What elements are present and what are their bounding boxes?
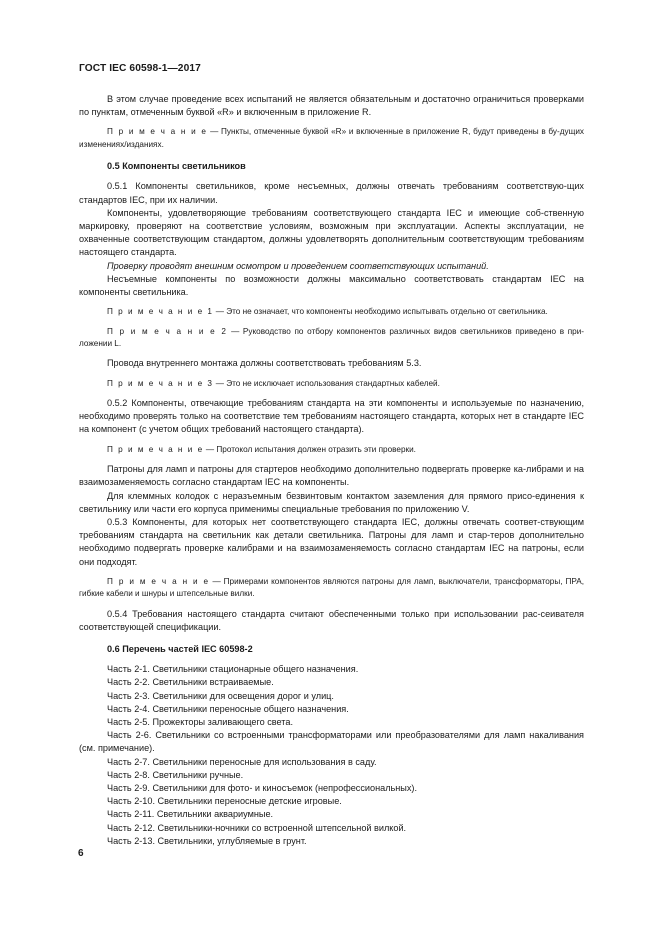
- note-3: [79, 378, 584, 390]
- list-item: Часть 2-7. Светильники переносные для использования в саду.: [107, 756, 377, 767]
- running-header: ГОСТ IEC 60598-1—2017: [79, 63, 201, 74]
- note-r: [79, 126, 584, 151]
- note-label: П р и м е ч а н и е 3: [107, 378, 214, 388]
- section-title-0-5: 0.5 Компоненты светильников: [107, 161, 246, 172]
- list-item: Часть 2-6. Светильники со встроенными трансформаторами или преобразователями для ламп накаливания (см. примечание).: [79, 730, 584, 754]
- paragraph-intro: В этом случае проведение всех испытаний не является обязательным и достаточно ограничиться проверками по пунктам, отмеченным буквой «R» и включенным в приложение R.: [79, 94, 584, 118]
- page-number: 6: [78, 848, 84, 859]
- note-text: — Протокол испытания должен отразить эти проверки.: [203, 444, 416, 454]
- paragraph-terminals: Для клеммных колодок с неразъемным безвинтовым контактом заземления для прямого присо-единения к светильнику или части его корпуса применимы специальные требования по приложению V.: [79, 490, 584, 514]
- note-label: П р и м е ч а н и е: [107, 127, 208, 137]
- note-label: П р и м е ч а н и е: [107, 576, 210, 586]
- list-item: Часть 2-8. Светильники ручные.: [107, 769, 244, 780]
- note-label: П р и м е ч а н и е: [107, 444, 204, 454]
- note-label: П р и м е ч а н и е 1: [107, 307, 214, 317]
- paragraph-0-5-1-b: Компоненты, удовлетворяющие требованиям соответствующего стандарта IEC и имеющие соб-ственную маркировку, проверяют на соответствие условиям, возможным при эксплуатации. Аспекты эксплуатации, не охваченные соответствующим стандартом, должны удовлетворять дополнительным соответствующим требованиям настоящего стандарта.: [79, 207, 584, 258]
- list-item: Часть 2-13. Светильники, углубляемые в грунт.: [107, 835, 307, 846]
- note-text: — Руководство по отбору компонентов различных видов светильников приведено в при-ложении L.: [79, 326, 584, 349]
- list-item: Часть 2-10. Светильники переносные детские игровые.: [107, 796, 342, 807]
- paragraph-0-5-1-c: Проверку проводят внешним осмотром и проведением соответствующих испытаний.: [107, 260, 489, 271]
- list-item: Часть 2-2. Светильники встраиваемые.: [107, 677, 274, 688]
- parts-list: [79, 663, 584, 848]
- paragraph-0-5-1: 0.5.1 Компоненты светильников, кроме несъемных, должны отвечать требованиям соответствую-щих стандартов IEC, при их наличии.: [79, 181, 584, 205]
- note-text: — Примерами компонентов являются патроны для ламп, выключатели, трансформаторы, ПРА, гибкие кабели и шнуры и штепсельные вилки.: [79, 576, 584, 599]
- paragraph-0-5-2: 0.5.2 Компоненты, отвечающие требованиям стандарта на эти компоненты и используемые по назначению, необходимо проверять только на соответствие тем требованиям настоящего стандарта, которых нет в стандарте IEC на компонент (с учетом общих требований настоящего стандарта).: [79, 398, 584, 435]
- note-5: [79, 576, 584, 601]
- page-body: [79, 93, 584, 848]
- note-label: П р и м е ч а н и е 2: [107, 326, 228, 336]
- list-item: Часть 2-12. Светильники-ночники со встроенной штепсельной вилкой.: [107, 822, 407, 833]
- section-title-0-6: 0.6 Перечень частей IEC 60598-2: [107, 643, 253, 654]
- paragraph-lampholders: Патроны для ламп и патроны для стартеров необходимо дополнительно подвергать проверке ка-либрами и на взаимозаменяемость согласно стандартам IEC на компоненты.: [79, 464, 584, 488]
- list-item: Часть 2-5. Прожекторы заливающего света.: [107, 716, 293, 727]
- paragraph-0-5-3: 0.5.3 Компоненты, для которых нет соответствующего стандарта IEC, должны отвечать соответ-ствующим требованиям стандарта на светильник как детали светильника. Патроны для ламп и стар-теров дополнительно необходимо подвергать проверке калибрами и на взаимозаменяемость согласно стандартам IEC на патроны, если они подходят.: [79, 516, 584, 567]
- paragraph-0-5-4: 0.5.4 Требования настоящего стандарта считают обеспеченными только при использовании рас-сеивателя соответствующей спецификации.: [79, 608, 584, 632]
- note-text: — Пункты, отмеченные буквой «R» и включенные в приложение R, будут приведены в бу-дущих изменениях/изданиях.: [79, 127, 584, 149]
- paragraph-wiring: Провода внутреннего монтажа должны соответствовать требованиям 5.3.: [107, 358, 422, 369]
- list-item: Часть 2-11. Светильники аквариумные.: [107, 809, 274, 820]
- list-item: Часть 2-1. Светильники стационарные общего назначения.: [107, 664, 359, 675]
- list-item: Часть 2-9. Светильники для фото- и киносъемок (непрофессиональных).: [107, 782, 418, 793]
- note-text: — Это не означает, что компоненты необходимо испытывать отдельно от светильника.: [213, 307, 548, 317]
- list-item: Часть 2-4. Светильники переносные общего назначения.: [107, 703, 349, 714]
- list-item: Часть 2-3. Светильники для освещения дорог и улиц.: [107, 690, 334, 701]
- paragraph-0-5-1-d: Несъемные компоненты по возможности должны максимально соответствовать стандартам IEC на компоненты светильника.: [79, 273, 584, 298]
- note-2: [79, 326, 584, 351]
- note-1: [79, 306, 584, 318]
- note-4: [79, 444, 584, 456]
- note-text: — Это не исключает использования стандартных кабелей.: [213, 378, 440, 388]
